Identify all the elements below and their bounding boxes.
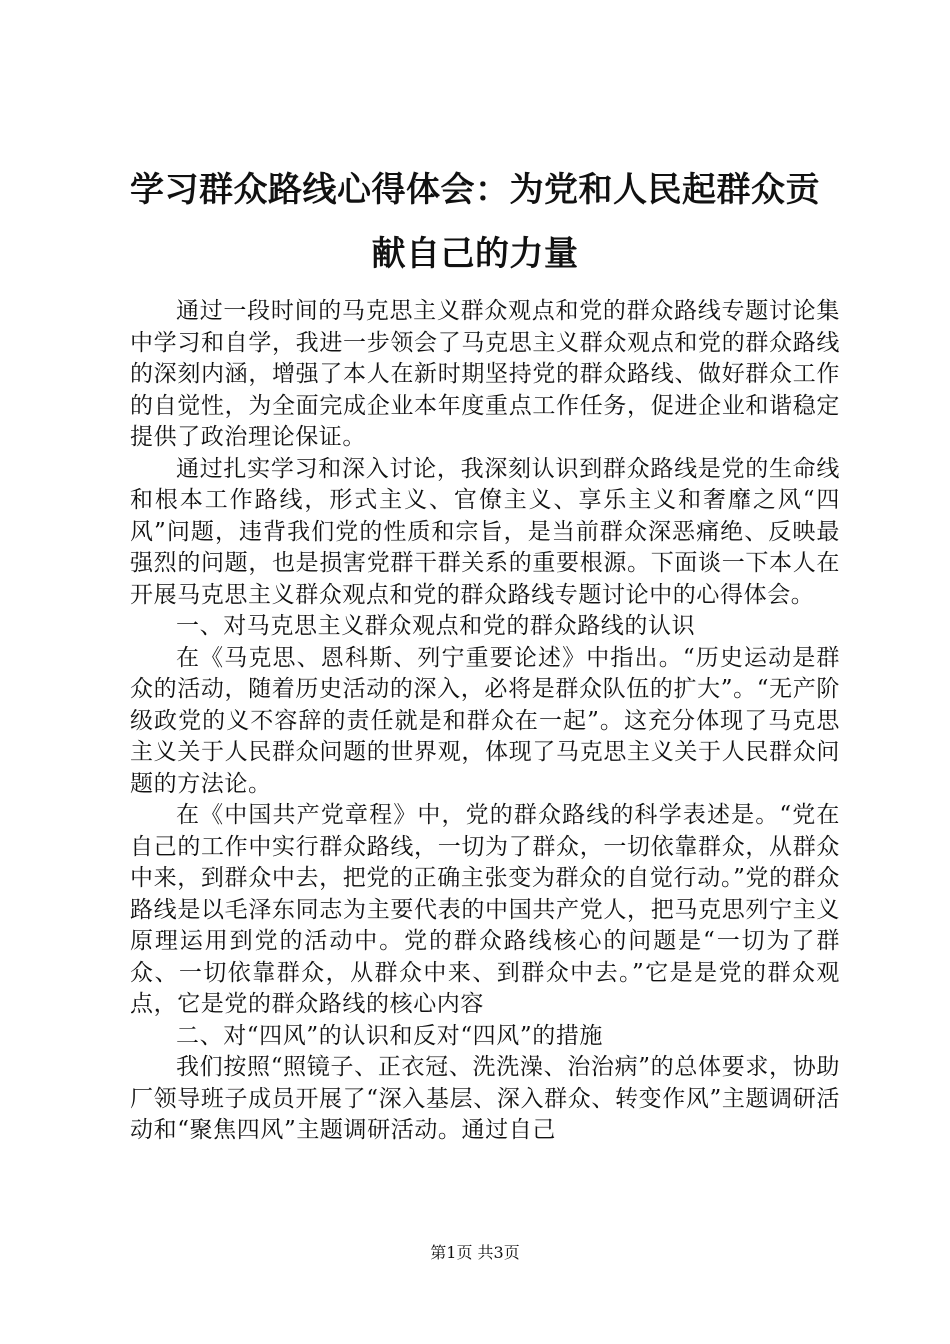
paragraph: 在《马克思、恩科斯、列宁重要论述》中指出。“历史运动是群众的活动，随着历史活动的深入，必将是群众队伍的扩大”。“无产阶级政党的义不容辞的责任就是和群众在一起”。这充分体现了马克思主义关于人民群众问题的世界观，体现了马克思主义关于人民群众问题的方法论。 [130, 644, 840, 797]
page-footer: 第1页 共3页 [430, 1243, 520, 1262]
section-heading: 二、对“四风”的认识和反对“四风”的措施 [176, 1022, 604, 1049]
paragraph: 我们按照“照镜子、正衣冠、洗洗澡、治治病”的总体要求，协助厂领导班子成员开展了“深入基层、深入群众、转变作风”主题调研活动和“聚焦四风”主题调研活动。通过自己 [130, 1054, 840, 1143]
document-title: 学习群众路线心得体会：为党和人民起群众贡献自己的力量 [130, 170, 820, 274]
paragraph: 通过一段时间的马克思主义群众观点和党的群众路线专题讨论集中学习和自学，我进一步领会了马克思主义群众观点和党的群众路线的深刻内涵，增强了本人在新时期坚持党的群众路线、做好群众工作的自觉性，为全面完成企业本年度重点工作任务，促进企业和谐稳定提供了政治理论保证。 [130, 298, 840, 450]
document-body [130, 296, 840, 1147]
section-heading: 一、对马克思主义群众观点和党的群众路线的认识 [176, 613, 696, 639]
paragraph: 在《中国共产党章程》中，党的群众路线的科学表述是。“党在自己的工作中实行群众路线，一切为了群众，一切依靠群众，从群众中来，到群众中去，把党的正确主张变为群众的自觉行动。”党的群众路线是以毛泽东同志为主要代表的中国共产党人，把马克思列宁主义原理运用到党的活动中。党的群众路线核心的问题是“一切为了群众、一切依靠群众，从群众中来、到群众中去。”它是是党的群众观点，它是党的群众路线的核心内容 [130, 802, 840, 1017]
paragraph: 通过扎实学习和深入讨论，我深刻认识到群众路线是党的生命线和根本工作路线，形式主义、官僚主义、享乐主义和奢靡之风“四风”问题，违背我们党的性质和宗旨，是当前群众深恶痛绝、反映最强烈的问题，也是损害党群干群关系的重要根源。下面谈一下本人在开展马克思主义群众观点和党的群众路线专题讨论中的心得体会。 [130, 455, 840, 608]
